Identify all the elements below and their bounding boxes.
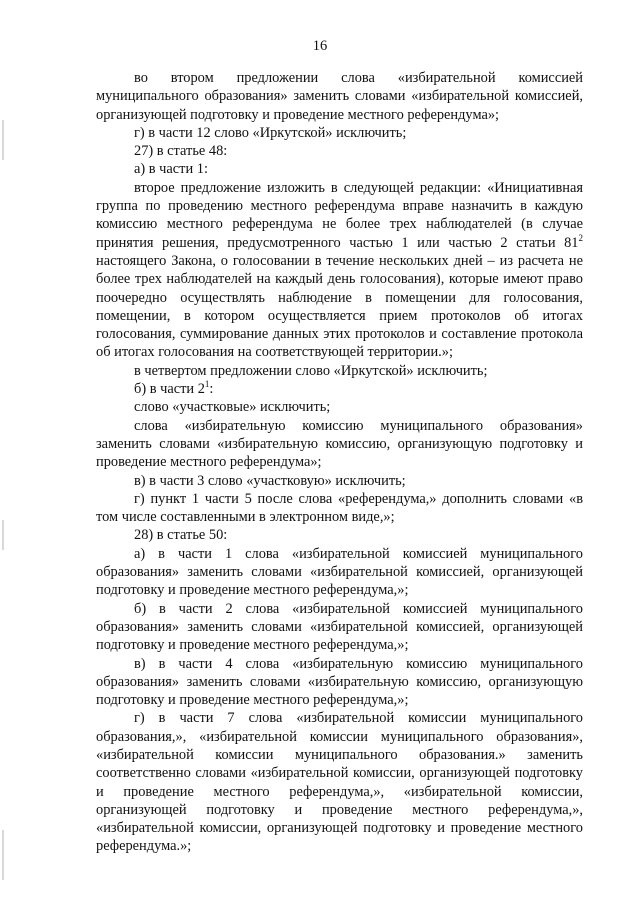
paragraph-text: г) в части 7 слова «избирательной комиссии муниципального образования,», «избирательной комиссии муниципального образования», «избирательной комиссии муниципального образования.» заменить соответственно словами «избирательной комиссии, организующей подготовку и проведение местного референдума,», «избирательной комиссии, организующей подготовку и проведение местного референдума,», «избирательной комиссии, организующей подготовку и проведение местного референдума.»; (96, 710, 583, 855)
page-number: 16 (312, 38, 328, 54)
paragraph (96, 709, 583, 855)
paragraph-text: в) в части 3 слово «участковую» исключить; (134, 472, 406, 489)
paragraph (96, 124, 583, 142)
paragraph-text: в) в части 4 слова «избирательную комиссию муниципального образования» заменить словами «избирательную комиссию, организующую подготовку и проведение местного референдума,»; (96, 655, 583, 709)
paragraph (96, 179, 583, 362)
paragraph-text: слова «избирательную комиссию муниципального образования» заменить словами «избирательную комиссию, организующую подготовку и проведение местного референдума»; (96, 417, 583, 471)
paragraph (96, 398, 583, 416)
paragraph-text: в четвертом предложении слово «Иркутской» исключить; (134, 362, 488, 379)
paragraph-text: : (209, 381, 214, 398)
superscript: 1 (204, 379, 210, 390)
paragraph (96, 490, 583, 527)
paragraph-text: г) в части 12 слово «Иркутской» исключить; (134, 124, 407, 141)
document-body (96, 69, 583, 856)
paragraph-text: а) в части 1 слова «избирательной комиссией муниципального образования» заменить словами «избирательной комиссией, организующей подготовку и проведение местного референдума,»; (96, 545, 583, 599)
paragraph (96, 160, 583, 178)
paragraph (96, 472, 583, 490)
paragraph-text: 27) в статье 48: (134, 143, 228, 160)
paragraph-text: настоящего Закона, о голосовании в течение нескольких дней – из расчета не более трех наблюдателей на каждый день голосования), которые имеют право поочередно осуществлять наблюдение в помещении для голосования, помещении, в котором осуществляется прием протоколов об итогах голосования, суммирование данных этих протоколов и составление протокола об итогах голосования на соответствующей территории.»; (96, 252, 583, 361)
paragraph (96, 417, 583, 472)
paragraph-text: во втором предложении слова «избирательной комиссией муниципального образования» заменить словами «избирательной комиссией, организующей подготовку и проведение местного референдума»; (96, 70, 583, 123)
scan-edge-mark (2, 830, 4, 880)
scan-edge-mark (2, 520, 4, 550)
paragraph-text: б) в части 2 слова «избирательной комиссией муниципального образования» заменить словами «избирательной комиссией, организующей подготовку и проведение местного референдума,»; (96, 600, 583, 654)
paragraph-text: второе предложение изложить в следующей редакции: «Инициативная группа по проведению местного референдума вправе назначить в каждую комиссию местного референдума не более трех наблюдателей (в случае принятия решения, предусмотренного частью 1 или частью 2 статьи 81 (96, 179, 583, 251)
scan-edge-mark (2, 120, 4, 160)
paragraph (96, 362, 583, 380)
paragraph (96, 545, 583, 600)
paragraph (96, 380, 583, 398)
paragraph-text: б) в части 2 (134, 381, 205, 398)
paragraph-text: а) в части 1: (134, 161, 208, 178)
superscript: 2 (578, 232, 583, 243)
paragraph (96, 69, 583, 124)
paragraph (96, 526, 583, 544)
paragraph-text: 28) в статье 50: (134, 527, 228, 544)
paragraph (96, 142, 583, 160)
paragraph (96, 600, 583, 655)
paragraph-text: г) пункт 1 части 5 после слова «референдума,» дополнить словами «в том числе составленными в электронном виде,»; (96, 490, 583, 526)
paragraph-text: слово «участковые» исключить; (134, 399, 331, 416)
paragraph (96, 655, 583, 710)
